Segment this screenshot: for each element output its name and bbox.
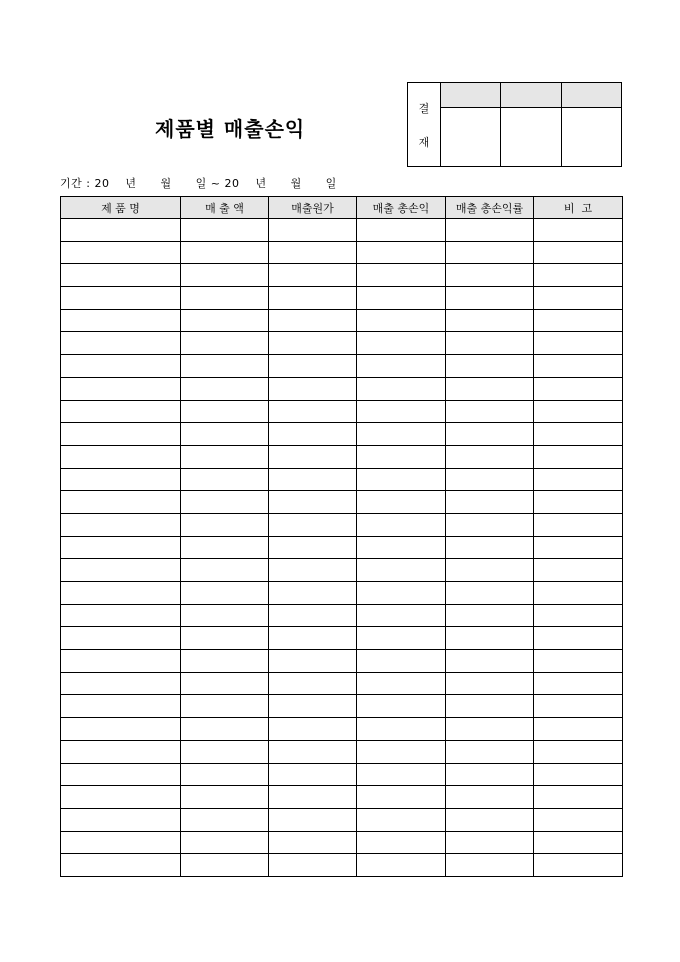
- table-cell[interactable]: [269, 332, 357, 355]
- table-cell[interactable]: [61, 468, 181, 491]
- table-cell[interactable]: [534, 808, 623, 831]
- table-row: [61, 491, 623, 514]
- table-row: [61, 219, 623, 242]
- table-cell[interactable]: [446, 786, 534, 809]
- table-cell[interactable]: [357, 219, 446, 242]
- table-cell[interactable]: [357, 786, 446, 809]
- table-row: [61, 332, 623, 355]
- table-cell[interactable]: [61, 559, 181, 582]
- table-cell[interactable]: [446, 808, 534, 831]
- table-cell[interactable]: [357, 264, 446, 287]
- table-cell[interactable]: [61, 287, 181, 310]
- table-cell[interactable]: [534, 582, 623, 605]
- table-cell[interactable]: [61, 309, 181, 332]
- table-cell[interactable]: [446, 377, 534, 400]
- table-cell[interactable]: [61, 786, 181, 809]
- table-cell[interactable]: [61, 332, 181, 355]
- table-cell[interactable]: [269, 400, 357, 423]
- table-row: [61, 241, 623, 264]
- table-cell[interactable]: [269, 786, 357, 809]
- table-cell[interactable]: [269, 355, 357, 378]
- table-cell[interactable]: [446, 763, 534, 786]
- table-cell[interactable]: [181, 786, 269, 809]
- table-cell[interactable]: [181, 718, 269, 741]
- table-row: [61, 831, 623, 854]
- table-cell[interactable]: [357, 241, 446, 264]
- approver-sign-cell[interactable]: [561, 108, 621, 167]
- table-cell[interactable]: [357, 695, 446, 718]
- table-cell[interactable]: [269, 831, 357, 854]
- table-cell[interactable]: [534, 854, 623, 877]
- table-cell[interactable]: [181, 468, 269, 491]
- table-cell[interactable]: [61, 650, 181, 673]
- table-cell[interactable]: [181, 332, 269, 355]
- approval-label-bottom: 재: [418, 135, 430, 149]
- table-cell[interactable]: [357, 332, 446, 355]
- table-row: [61, 513, 623, 536]
- table-cell[interactable]: [446, 400, 534, 423]
- table-cell[interactable]: [534, 695, 623, 718]
- table-cell[interactable]: [446, 219, 534, 242]
- table-cell[interactable]: [534, 468, 623, 491]
- table-cell[interactable]: [357, 854, 446, 877]
- table-cell[interactable]: [357, 400, 446, 423]
- table-cell[interactable]: [61, 491, 181, 514]
- table-cell[interactable]: [269, 627, 357, 650]
- table-cell[interactable]: [181, 627, 269, 650]
- table-cell[interactable]: [446, 854, 534, 877]
- table-cell[interactable]: [181, 491, 269, 514]
- table-cell[interactable]: [61, 355, 181, 378]
- table-cell[interactable]: [357, 287, 446, 310]
- table-cell[interactable]: [269, 423, 357, 446]
- table-cell[interactable]: [357, 718, 446, 741]
- table-cell[interactable]: [61, 582, 181, 605]
- table-cell[interactable]: [534, 513, 623, 536]
- table-cell[interactable]: [446, 536, 534, 559]
- table-cell[interactable]: [61, 241, 181, 264]
- table-cell[interactable]: [181, 536, 269, 559]
- table-cell[interactable]: [446, 491, 534, 514]
- table-cell[interactable]: [61, 808, 181, 831]
- table-cell[interactable]: [269, 536, 357, 559]
- table-cell[interactable]: [181, 854, 269, 877]
- table-cell[interactable]: [61, 695, 181, 718]
- table-cell[interactable]: [269, 491, 357, 514]
- table-cell[interactable]: [534, 309, 623, 332]
- table-row: [61, 854, 623, 877]
- table-row: [61, 400, 623, 423]
- table-cell[interactable]: [357, 423, 446, 446]
- table-cell[interactable]: [534, 536, 623, 559]
- table-cell[interactable]: [357, 377, 446, 400]
- col-header-sales: 매 출 액: [181, 197, 269, 219]
- table-cell[interactable]: [534, 763, 623, 786]
- table-cell[interactable]: [269, 763, 357, 786]
- document-title: 제품별 매출손익: [155, 117, 306, 141]
- table-cell[interactable]: [446, 309, 534, 332]
- table-cell[interactable]: [61, 718, 181, 741]
- table-cell[interactable]: [534, 718, 623, 741]
- table-cell[interactable]: [181, 695, 269, 718]
- table-row: [61, 582, 623, 605]
- table-cell[interactable]: [534, 445, 623, 468]
- col-header-gross-profit: 매출 총손익: [357, 197, 446, 219]
- table-cell[interactable]: [357, 627, 446, 650]
- table-cell[interactable]: [269, 468, 357, 491]
- table-cell[interactable]: [534, 355, 623, 378]
- table-cell[interactable]: [269, 559, 357, 582]
- table-cell[interactable]: [269, 219, 357, 242]
- table-row: [61, 536, 623, 559]
- sales-table: [60, 196, 623, 877]
- table-cell[interactable]: [446, 468, 534, 491]
- table-cell[interactable]: [181, 763, 269, 786]
- table-row: [61, 468, 623, 491]
- table-cell[interactable]: [181, 559, 269, 582]
- table-cell[interactable]: [181, 808, 269, 831]
- table-cell[interactable]: [269, 854, 357, 877]
- table-cell[interactable]: [269, 604, 357, 627]
- table-cell[interactable]: [446, 650, 534, 673]
- table-cell[interactable]: [446, 241, 534, 264]
- table-cell[interactable]: [61, 400, 181, 423]
- table-cell[interactable]: [446, 445, 534, 468]
- approval-box: [407, 82, 622, 167]
- table-row: [61, 604, 623, 627]
- approver-sign-cell[interactable]: [501, 108, 561, 167]
- table-cell[interactable]: [181, 287, 269, 310]
- table-cell[interactable]: [446, 695, 534, 718]
- table-row: [61, 355, 623, 378]
- table-cell[interactable]: [446, 559, 534, 582]
- table-cell[interactable]: [269, 445, 357, 468]
- table-cell[interactable]: [534, 287, 623, 310]
- approver-title-cell[interactable]: [561, 83, 621, 108]
- approver-sign-cell[interactable]: [441, 108, 501, 167]
- col-header-gross-margin: 매출 총손익률: [446, 197, 534, 219]
- table-cell[interactable]: [357, 491, 446, 514]
- table-cell[interactable]: [534, 423, 623, 446]
- table-cell[interactable]: [446, 332, 534, 355]
- table-cell[interactable]: [269, 287, 357, 310]
- table-cell[interactable]: [357, 604, 446, 627]
- col-header-product: 제 품 명: [61, 197, 181, 219]
- table-cell[interactable]: [446, 672, 534, 695]
- col-header-remarks: 비 고: [534, 197, 623, 219]
- table-cell[interactable]: [181, 400, 269, 423]
- table-cell[interactable]: [181, 445, 269, 468]
- table-cell[interactable]: [357, 740, 446, 763]
- table-cell[interactable]: [357, 763, 446, 786]
- table-cell[interactable]: [446, 264, 534, 287]
- table-cell[interactable]: [181, 740, 269, 763]
- header-row: [61, 197, 623, 219]
- table-cell[interactable]: [269, 264, 357, 287]
- table-row: [61, 808, 623, 831]
- table-cell[interactable]: [534, 786, 623, 809]
- table-cell[interactable]: [446, 287, 534, 310]
- table-cell[interactable]: [534, 740, 623, 763]
- table-cell[interactable]: [181, 241, 269, 264]
- table-cell[interactable]: [269, 582, 357, 605]
- table-row: [61, 763, 623, 786]
- table-row: [61, 672, 623, 695]
- col-header-cost: 매출원가: [269, 197, 357, 219]
- table-row: [61, 786, 623, 809]
- table-cell[interactable]: [269, 513, 357, 536]
- table-cell[interactable]: [357, 355, 446, 378]
- table-cell[interactable]: [61, 627, 181, 650]
- table-row: [61, 445, 623, 468]
- table-cell[interactable]: [446, 740, 534, 763]
- table-cell[interactable]: [181, 831, 269, 854]
- table-row: [61, 559, 623, 582]
- table-cell[interactable]: [534, 491, 623, 514]
- table-cell[interactable]: [357, 582, 446, 605]
- table-cell[interactable]: [181, 672, 269, 695]
- table-row: [61, 287, 623, 310]
- table-cell[interactable]: [61, 264, 181, 287]
- table-cell[interactable]: [269, 740, 357, 763]
- table-row: [61, 740, 623, 763]
- table-cell[interactable]: [181, 355, 269, 378]
- table-cell[interactable]: [269, 718, 357, 741]
- table-cell[interactable]: [181, 219, 269, 242]
- table-cell[interactable]: [61, 445, 181, 468]
- table-cell[interactable]: [357, 536, 446, 559]
- table-cell[interactable]: [534, 559, 623, 582]
- table-row: [61, 627, 623, 650]
- table-cell[interactable]: [446, 513, 534, 536]
- table-cell[interactable]: [181, 513, 269, 536]
- table-cell[interactable]: [357, 831, 446, 854]
- approver-title-cell[interactable]: [501, 83, 561, 108]
- table-row: [61, 264, 623, 287]
- table-cell[interactable]: [534, 241, 623, 264]
- table-cell[interactable]: [61, 740, 181, 763]
- table-cell[interactable]: [61, 377, 181, 400]
- table-cell[interactable]: [357, 309, 446, 332]
- table-cell[interactable]: [446, 604, 534, 627]
- table-cell[interactable]: [446, 718, 534, 741]
- table-cell[interactable]: [534, 650, 623, 673]
- table-cell[interactable]: [269, 241, 357, 264]
- table-cell[interactable]: [61, 219, 181, 242]
- table-cell[interactable]: [357, 559, 446, 582]
- table-cell[interactable]: [357, 808, 446, 831]
- table-cell[interactable]: [446, 627, 534, 650]
- table-cell[interactable]: [269, 808, 357, 831]
- table-cell[interactable]: [446, 355, 534, 378]
- table-cell[interactable]: [181, 650, 269, 673]
- table-cell[interactable]: [446, 831, 534, 854]
- table-cell[interactable]: [534, 264, 623, 287]
- table-cell[interactable]: [269, 650, 357, 673]
- table-row: [61, 718, 623, 741]
- table-row: [61, 695, 623, 718]
- table-row: [61, 650, 623, 673]
- table-cell[interactable]: [357, 445, 446, 468]
- table-cell[interactable]: [534, 377, 623, 400]
- table-cell[interactable]: [534, 672, 623, 695]
- table-cell[interactable]: [181, 604, 269, 627]
- approval-label: [408, 83, 441, 167]
- table-cell[interactable]: [61, 536, 181, 559]
- table-cell[interactable]: [534, 604, 623, 627]
- approver-title-cell[interactable]: [441, 83, 501, 108]
- table-cell[interactable]: [357, 672, 446, 695]
- table-cell[interactable]: [534, 332, 623, 355]
- table-row: [61, 309, 623, 332]
- period-line: 기간 : 20 년 월 일 ~ 20 년 월 일: [60, 177, 337, 190]
- table-cell[interactable]: [446, 582, 534, 605]
- table-row: [61, 423, 623, 446]
- table-cell[interactable]: [181, 309, 269, 332]
- table-cell[interactable]: [61, 513, 181, 536]
- table-cell[interactable]: [534, 400, 623, 423]
- table-cell[interactable]: [181, 264, 269, 287]
- table-cell[interactable]: [269, 377, 357, 400]
- table-cell[interactable]: [357, 468, 446, 491]
- table-cell[interactable]: [357, 650, 446, 673]
- table-cell[interactable]: [181, 377, 269, 400]
- table-cell[interactable]: [357, 513, 446, 536]
- table-cell[interactable]: [269, 695, 357, 718]
- table-cell[interactable]: [181, 582, 269, 605]
- table-cell[interactable]: [534, 627, 623, 650]
- table-cell[interactable]: [61, 831, 181, 854]
- table-row: [61, 377, 623, 400]
- table-cell[interactable]: [534, 219, 623, 242]
- table-cell[interactable]: [269, 309, 357, 332]
- table-cell[interactable]: [269, 672, 357, 695]
- table-cell[interactable]: [181, 423, 269, 446]
- table-cell[interactable]: [61, 763, 181, 786]
- table-cell[interactable]: [61, 854, 181, 877]
- table-cell[interactable]: [534, 831, 623, 854]
- approval-label-top: 결: [418, 101, 430, 115]
- table-cell[interactable]: [61, 604, 181, 627]
- table-cell[interactable]: [446, 423, 534, 446]
- table-cell[interactable]: [61, 672, 181, 695]
- table-cell[interactable]: [61, 423, 181, 446]
